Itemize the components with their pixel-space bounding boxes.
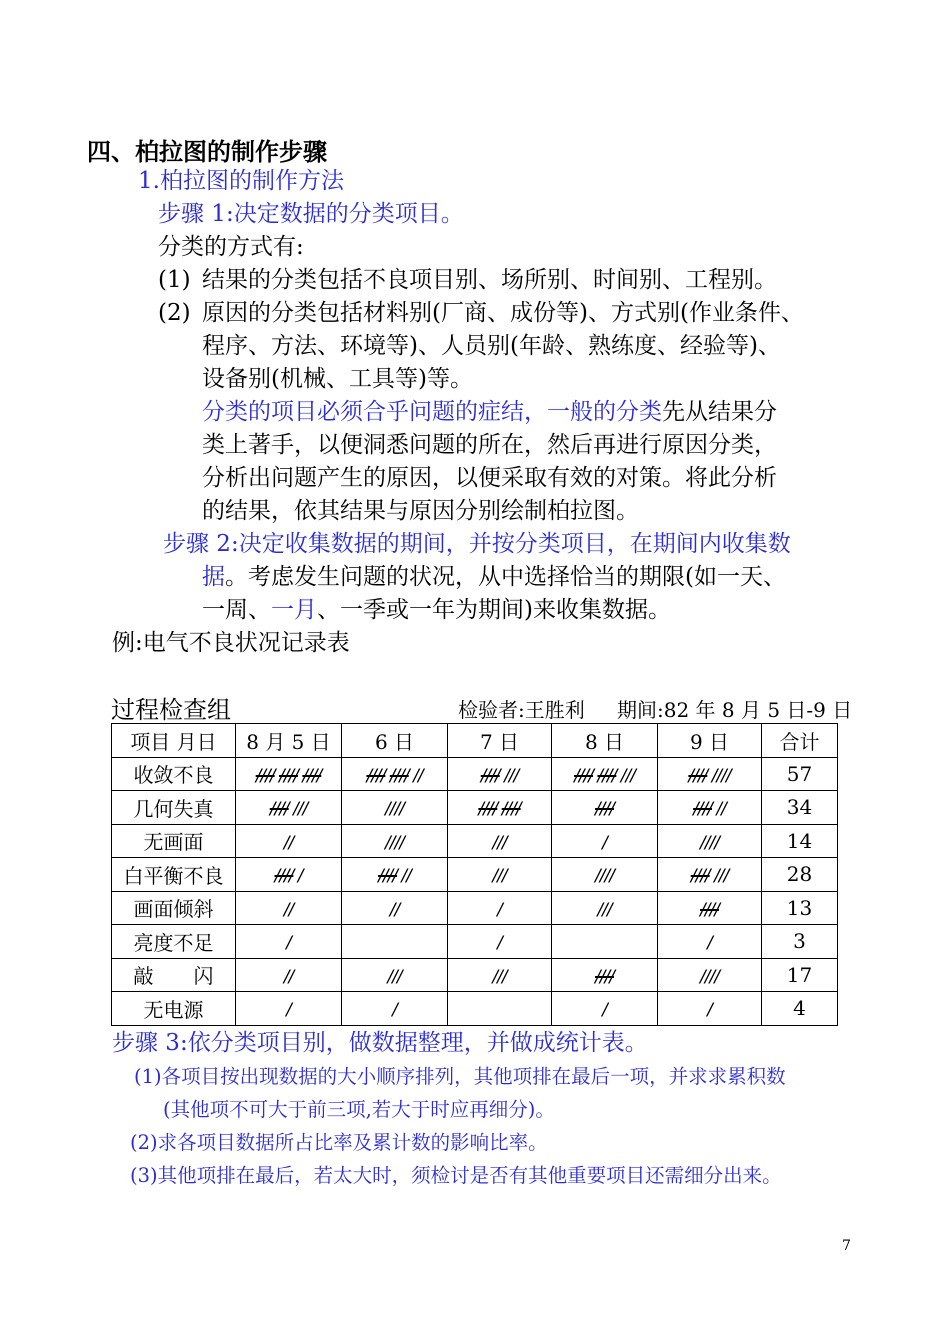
tally-cell	[342, 858, 448, 892]
row-total: 28	[762, 858, 838, 892]
table-row	[112, 791, 838, 825]
tally-group: //	[283, 832, 294, 853]
table-row	[112, 891, 838, 925]
tally-group: /	[707, 933, 712, 954]
tally-cell	[236, 925, 342, 959]
tally-marks	[700, 967, 719, 987]
tally-group: /	[286, 933, 291, 954]
tally-cell	[552, 891, 658, 925]
tally-group: //	[401, 866, 411, 887]
tally-group: ////	[693, 799, 713, 820]
tally-group: /	[497, 933, 502, 954]
tally-group: ///	[597, 899, 612, 920]
step2-highlight: 据	[202, 564, 225, 590]
tally-cell	[342, 824, 448, 858]
page-number: 7	[842, 1238, 851, 1254]
step2-line3-a: 一周、	[202, 597, 271, 623]
classify-intro: 分类的方式有:	[158, 234, 304, 260]
note-continuation: 先从结果分	[662, 399, 777, 425]
table-header-row	[112, 724, 838, 758]
step2-line3	[202, 594, 671, 627]
note-line2: 类上著手，以便洞悉问题的所在，然后再进行原因分类，	[202, 432, 777, 458]
tally-cell	[658, 958, 762, 992]
tally-group: ////	[366, 765, 386, 786]
tally-group: /	[392, 1000, 397, 1021]
tally-cell	[342, 757, 448, 791]
table-body	[112, 724, 838, 1026]
step3-sub1-line2: (其他项不可大于前三项,若大于时应再细分)。	[163, 1098, 555, 1121]
tally-marks	[693, 799, 726, 819]
table-row	[112, 757, 838, 791]
tally-group: //	[389, 899, 400, 920]
tally-marks	[602, 833, 607, 853]
row-item-label: 敲 闪	[112, 958, 236, 992]
tally-cell	[658, 925, 762, 959]
tally-marks	[691, 866, 729, 886]
step3-sub1-line1: (1)各项目按出现数据的大小顺序排列，其他项排在最后一项，并求求累积数	[134, 1065, 786, 1088]
tally-group: //	[413, 765, 423, 786]
tally-marks	[284, 900, 293, 920]
row-item-label: 画面倾斜	[112, 891, 236, 925]
note-highlight: 分类的项目必须合乎问题的症结，一般的分类	[202, 399, 662, 425]
tally-group: ////	[389, 765, 409, 786]
tally-cell	[658, 824, 762, 858]
tally-group: ////	[690, 866, 710, 887]
tally-group: ////	[385, 799, 404, 820]
tally-cell	[448, 992, 552, 1026]
tally-group: ///	[492, 832, 507, 853]
tally-cell	[658, 791, 762, 825]
table-row	[112, 958, 838, 992]
tally-group: ///	[387, 966, 402, 987]
tally-group: ////	[269, 799, 289, 820]
row-total: 34	[762, 791, 838, 825]
step3-title: 步骤 3:依分类项目别，做数据整理，并做成统计表。	[112, 1030, 648, 1056]
tally-cell	[236, 824, 342, 858]
table-group-label: 过程检查组	[111, 696, 231, 724]
tally-group: ////	[378, 866, 398, 887]
tally-cell	[552, 925, 658, 959]
item2-line1: 原因的分类包括材料别(厂商、成份等)、方式别(作业条件、	[202, 300, 804, 326]
tally-marks	[688, 766, 730, 786]
item1-text: 结果的分类包括不良项目别、场所别、时间别、工程别。	[202, 267, 777, 293]
tally-marks	[595, 866, 614, 886]
row-item-label: 无画面	[112, 824, 236, 858]
tally-marks	[387, 967, 401, 987]
tally-group: ///	[714, 866, 729, 887]
step3-sub3: (3)其他项排在最后，若太大时，须检讨是否有其他重要项目还需细分出来。	[130, 1164, 782, 1187]
tally-cell	[236, 891, 342, 925]
tally-cell	[552, 757, 658, 791]
tally-group: ////	[478, 799, 498, 820]
section-heading: 四、柏拉图的制作步骤	[87, 138, 327, 166]
tally-cell	[236, 958, 342, 992]
table-row	[112, 858, 838, 892]
tally-cell	[342, 958, 448, 992]
tally-group: ///	[492, 966, 507, 987]
tally-group: /	[297, 866, 303, 887]
tally-cell	[448, 824, 552, 858]
tally-marks	[597, 900, 611, 920]
tally-marks	[492, 967, 506, 987]
step2-line2-text: 。考虑发生问题的状况，从中选择恰当的期限(如一天、	[225, 564, 786, 590]
tally-cell	[552, 992, 658, 1026]
tally-marks	[378, 866, 411, 886]
tally-cell	[448, 958, 552, 992]
tally-marks	[707, 1000, 712, 1020]
table-row	[112, 992, 838, 1026]
tally-group: ////	[595, 866, 614, 887]
step1-title: 步骤 1:决定数据的分类项目。	[158, 201, 464, 227]
row-item-label: 亮度不足	[112, 925, 236, 959]
tally-marks	[286, 1000, 291, 1020]
table-inspector: 检验者:王胜利	[458, 698, 585, 722]
tally-cell	[342, 925, 448, 959]
tally-group: ////	[711, 765, 731, 786]
tally-group: /	[602, 1000, 607, 1021]
item2-number: (2)	[158, 300, 191, 326]
tally-marks	[497, 933, 502, 953]
tally-cell	[552, 958, 658, 992]
tally-marks	[284, 833, 293, 853]
tally-marks	[595, 967, 614, 987]
tally-marks	[478, 799, 520, 819]
tally-cell	[448, 925, 552, 959]
tally-group: ///	[504, 765, 519, 786]
example-label: 例:电气不良状况记录表	[112, 630, 350, 656]
tally-marks	[595, 799, 614, 819]
row-item-label: 收敛不良	[112, 757, 236, 791]
tally-cell	[342, 891, 448, 925]
tally-group: //	[283, 966, 294, 987]
tally-cell	[236, 757, 342, 791]
tally-group: ////	[385, 832, 404, 853]
tally-marks	[366, 766, 422, 786]
tally-group: ///	[293, 799, 308, 820]
step2-line2	[202, 561, 786, 594]
tally-group: ////	[501, 799, 521, 820]
row-item-label: 无电源	[112, 992, 236, 1026]
tally-marks	[385, 833, 404, 853]
row-total: 13	[762, 891, 838, 925]
table-row	[112, 824, 838, 858]
tally-cell	[448, 858, 552, 892]
tally-group: ////	[574, 765, 593, 786]
tally-group: ////	[597, 765, 617, 786]
table-period: 期间:82 年 8 月 5 日-9 日	[617, 698, 853, 722]
tally-marks	[574, 766, 635, 786]
step2-line3-b: 、一季或一年为期间)来收集数据。	[317, 597, 671, 623]
tally-group: ////	[700, 966, 719, 987]
tally-marks	[270, 799, 308, 819]
tally-marks	[497, 900, 502, 920]
tally-group: ////	[700, 832, 719, 853]
tally-group: ///	[620, 765, 635, 786]
tally-marks	[492, 833, 506, 853]
header-day-6: 6 日	[342, 724, 448, 758]
tally-marks	[392, 1000, 397, 1020]
row-total: 14	[762, 824, 838, 858]
step2-line3-highlight: 一月	[271, 597, 317, 623]
tally-group: ////	[279, 765, 298, 786]
tally-cell	[236, 858, 342, 892]
tally-group: /	[497, 899, 502, 920]
table-row	[112, 925, 838, 959]
tally-cell	[236, 791, 342, 825]
header-day-9: 9 日	[658, 724, 762, 758]
tally-cell	[552, 858, 658, 892]
row-item-label: 几何失真	[112, 791, 236, 825]
header-day-7: 7 日	[448, 724, 552, 758]
subheading: 1.柏拉图的制作方法	[138, 168, 344, 194]
tally-group: ////	[274, 866, 294, 887]
header-day-5: 8 月 5 日	[236, 724, 342, 758]
tally-group: //	[283, 899, 294, 920]
tally-group: //	[716, 799, 726, 820]
header-total: 合计	[762, 724, 838, 758]
tally-marks	[700, 833, 719, 853]
tally-marks	[286, 933, 291, 953]
tally-marks	[390, 900, 399, 920]
item2-line3: 设备别(机械、工具等)等。	[202, 366, 473, 392]
step3-sub2: (2)求各项目数据所占比率及累计数的影响比率。	[130, 1131, 548, 1154]
tally-marks	[707, 933, 712, 953]
tally-group: ////	[480, 765, 500, 786]
row-total: 57	[762, 757, 838, 791]
tally-cell	[448, 757, 552, 791]
defect-record-table	[111, 723, 838, 1026]
row-total: 17	[762, 958, 838, 992]
row-total: 3	[762, 925, 838, 959]
tally-marks	[274, 866, 302, 886]
tally-group: ////	[700, 899, 719, 920]
tally-cell	[448, 891, 552, 925]
tally-marks	[602, 1000, 607, 1020]
row-item-label: 白平衡不良	[112, 858, 236, 892]
tally-cell	[236, 992, 342, 1026]
step2-line1: 步骤 2:决定收集数据的期间，并按分类项目，在期间内收集数	[163, 531, 791, 557]
tally-marks	[481, 766, 519, 786]
tally-group: ////	[255, 765, 275, 786]
tally-group: ////	[302, 765, 322, 786]
tally-marks	[256, 766, 322, 786]
header-day-8: 8 日	[552, 724, 658, 758]
note-line4: 的结果，依其结果与原因分别绘制柏拉图。	[202, 498, 639, 524]
tally-cell	[658, 757, 762, 791]
tally-cell	[658, 858, 762, 892]
tally-cell	[658, 891, 762, 925]
tally-cell	[552, 791, 658, 825]
note-line3: 分析出问题产生的原因，以便采取有效的对策。将此分析	[202, 465, 777, 491]
tally-group: ////	[595, 799, 614, 820]
tally-group: ///	[492, 866, 507, 887]
tally-cell	[342, 791, 448, 825]
note-line1	[202, 396, 777, 429]
tally-cell	[658, 992, 762, 1026]
tally-marks	[284, 967, 293, 987]
tally-group: /	[286, 1000, 291, 1021]
tally-marks	[385, 799, 404, 819]
item1-number: (1)	[158, 267, 191, 293]
tally-group: ////	[688, 765, 708, 786]
tally-group: ////	[595, 966, 614, 987]
tally-cell	[448, 791, 552, 825]
tally-cell	[342, 992, 448, 1026]
tally-group: /	[602, 832, 607, 853]
header-item-date: 项目 月日	[112, 724, 236, 758]
tally-group: /	[707, 1000, 712, 1021]
row-total: 4	[762, 992, 838, 1026]
item2-line2: 程序、方法、环境等)、人员别(年龄、熟练度、经验等)、	[202, 333, 781, 359]
tally-marks	[492, 866, 506, 886]
tally-marks	[700, 900, 719, 920]
tally-cell	[552, 824, 658, 858]
